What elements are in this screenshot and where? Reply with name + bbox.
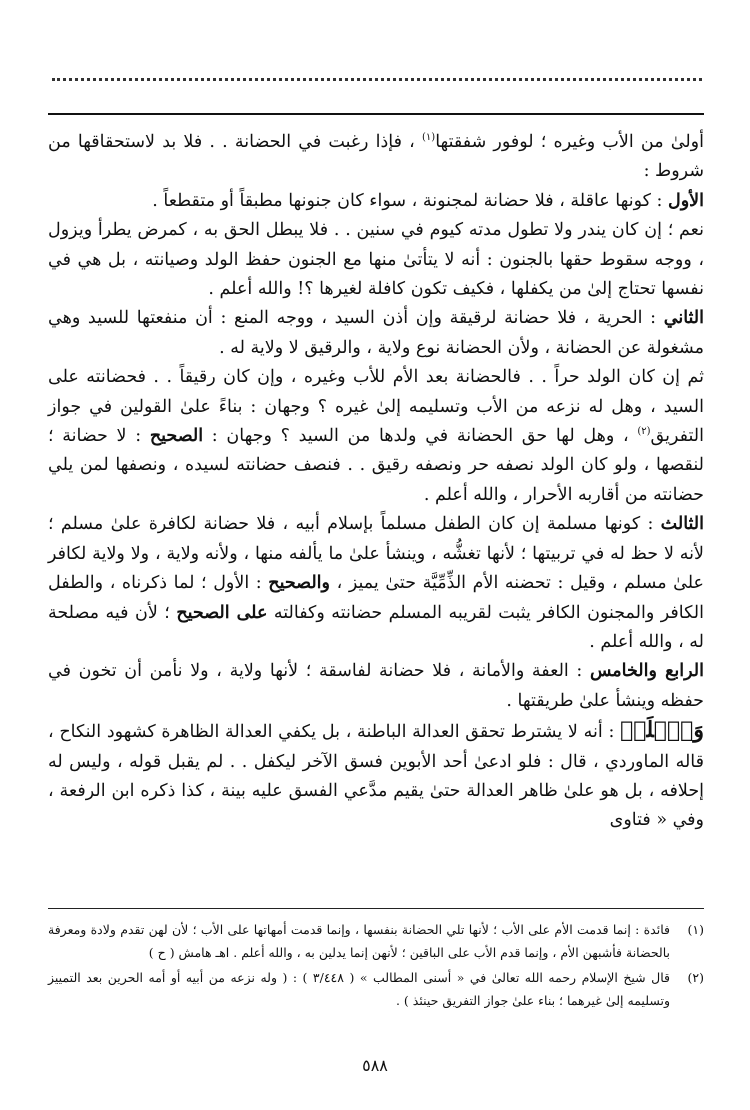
section-heading-fourth-fifth: الرابع والخامس: [589, 661, 704, 682]
paragraph-8: [48, 716, 704, 836]
footnote-number: (٢): [687, 970, 704, 985]
footnotes: [48, 918, 704, 1014]
paragraph-text-cont: ، فإذا رغبت في الحضانة . . فلا بد لاستحقاقها من شروط :: [48, 132, 704, 182]
paragraph-text: : أنه لا يشترط تحقق العدالة الباطنة ، بل يكفي العدالة الظاهرة كشهود النكاح ، قاله الماوردي ، قال : فلو ادعىٰ أحد الأبوين فسق الآخر ليكفل . . لم يقبل قوله ، وليس له إحلافه ، بل هو علىٰ ظاهر العدالة حتىٰ يقيم مدَّعي الفسق عليه بينة ، كذا ذكره ابن الرفعة ، وفي « فتاوى: [48, 722, 704, 831]
paragraph-text: نعم ؛ إن كان يندر ولا تطول مدته كيوم في سنين . . فلا يبطل الحق به ، كمرض يطرأ ويزول ، ووجه سقوط حقها بالجنون : أنه لا يتأتىٰ منها مع الجنون حفظ الولد وصيانته ، بل هي في نفسها تحتاج إلىٰ من يكفلها ، فكيف تكون كافلة لغيرها ؟! والله أعلم .: [48, 220, 704, 300]
footnote-ref-2[interactable]: (٢): [637, 426, 651, 438]
paragraph-text: : العفة والأمانة ، فلا حضانة لفاسقة ؛ لأنها ولاية ، ولا نأمن أن تخون في حفظه وينشأ علىٰ طريقتها .: [48, 661, 704, 711]
paragraph-3: [48, 216, 704, 304]
paragraph-text-cont: : الأول ؛ لما ذكرناه ، والطفل الكافر والمجنون الكافر يثبت لقريبه المسلم حضانته وكفالته: [48, 573, 704, 623]
paragraph-5: [48, 363, 704, 510]
emphasis-wal-sahih: والصحيح: [268, 573, 330, 594]
main-text: [48, 128, 704, 836]
footnote-text: فائدة : إنما قدمت الأم على الأب ؛ لأنها تلي الحضانة بنفسها ، وإنما قدمت أمهاتها على الأب ؛ لأن لهن تقدم ولادة ومعرفة بالحضانة فأشبهن الأم ، وإنما قدم الأب على الباقين ؛ لأنهن إنما يدلين به ، والله أعلم . اهـ هامش ( ح ): [48, 922, 670, 960]
paragraph-4: [48, 304, 704, 363]
paragraph-text-cont: ، وهل لها حق الحضانة في ولدها من السيد ؟ وجهان :: [203, 426, 638, 447]
footnote-1: [48, 918, 704, 964]
footnote-number: (١): [687, 922, 704, 937]
paragraph-text: : كونها عاقلة ، فلا حضانة لمجنونة ، سواء كان جنونها مطبقاً أو متقطعاً .: [152, 190, 668, 211]
section-heading-first: الأول: [667, 190, 704, 211]
dotted-header-line: [52, 78, 702, 89]
page-number: ٥٨٨: [362, 1056, 388, 1075]
section-heading-second: الثاني: [663, 308, 704, 329]
paragraph-text-end: : لا حضانة ؛ لنقصها ، ولو كان الولد نصفه حر ونصفه رقيق . . فنصف حضانته لسيده ، ونصفها لمن يلي حضانته من أقاربه الأحرار ، والله أعلم .: [48, 426, 704, 505]
emphasis-sahih: الصحيح: [149, 426, 204, 447]
section-heading-third: الثالث: [660, 514, 704, 535]
paragraph-text: : كونها مسلمة إن كان الطفل مسلماً بإسلام أبيه ، فلا حضانة لكافرة علىٰ مسلم ؛ لأنه لا حظ له في تربيتها ؛ لأنها تغشُّه ، وينشأ علىٰ ما يألفه منها ، ولأنه ولاية ، ولا ولاية لكافر علىٰ مسلم ، وقيل : تحضنه الأم الذِّمِّيَّة حتىٰ يميز ،: [48, 514, 704, 594]
calligraphic-heading: وَٱعۡلَمۡ: [620, 717, 704, 744]
paragraph-text-end: ؛ لأن فيه مصلحة له ، والله أعلم .: [48, 602, 704, 652]
footnote-text: قال شيخ الإسلام رحمه الله تعالىٰ في « أسنى المطالب » ( ٣/٤٤٨ ) : ( وله نزعه من أبيه أو أمه الحرين بعد التمييز وتسليمه إلىٰ غيرهما ؛ بناء علىٰ جواز التفريق حينئذ ) .: [48, 970, 670, 1008]
paragraph-2: [48, 187, 704, 216]
paragraph-text: أولىٰ من الأب وغيره ؛ لوفور شفقتها: [435, 132, 704, 152]
header-rule: [48, 113, 704, 115]
footnote-2: [48, 966, 704, 1012]
paragraph-text: : الحرية ، فلا حضانة لرقيقة وإن أذن السيد ، ووجه المنع : أن منفعتها للسيد وهي مشغولة عن الحضانة ، ولأن الحضانة نوع ولاية ، والرقيق لا ولاية له .: [48, 308, 704, 358]
emphasis-ala-sahih: على الصحيح: [176, 602, 268, 623]
paragraph-text: ثم إن كان الولد حراً . . فالحضانة بعد الأم للأب وغيره ، وإن كان رقيقاً . . فحضانته على السيد ، وهل له نزعه من الأب وتسليمه إلىٰ غيره ؟ وجهان : بناءً علىٰ القولين في جواز التفريق: [48, 367, 704, 447]
footnote-ref-1[interactable]: (١): [422, 132, 436, 144]
footnote-separator: [48, 908, 704, 909]
paragraph-1: [48, 128, 704, 187]
paragraph-6: [48, 510, 704, 657]
paragraph-7: [48, 657, 704, 716]
